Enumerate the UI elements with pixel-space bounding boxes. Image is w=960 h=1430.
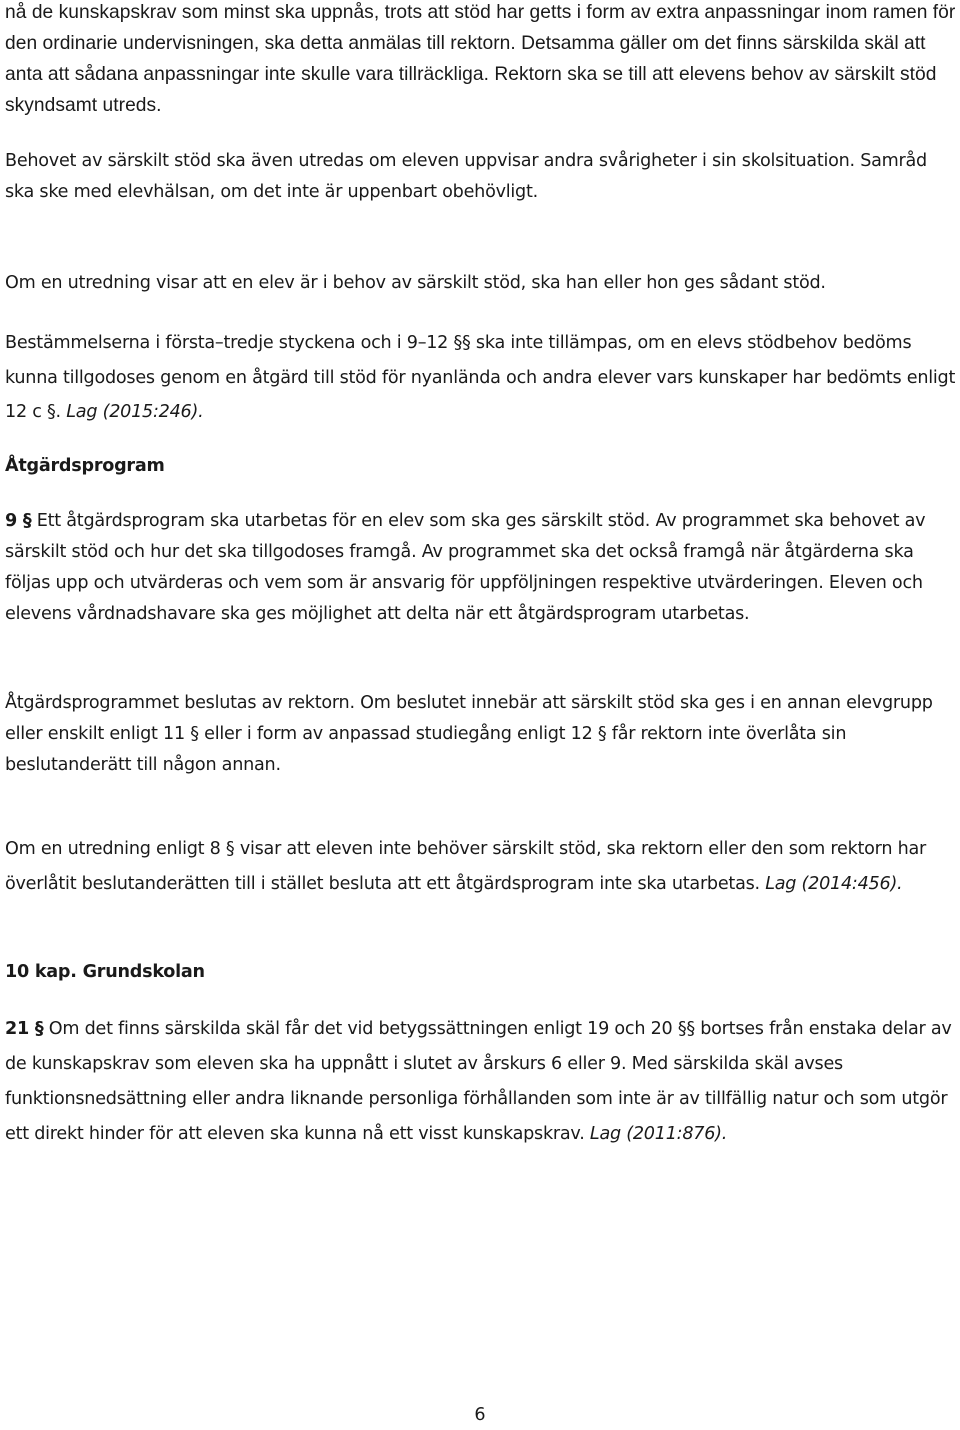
paragraph-section-9 <box>5 506 957 630</box>
paragraph-section-9-text: Ett åtgärdsprogram ska utarbetas för en elev som ska ges särskilt stöd. Av programmet ska behovet av särskilt stöd och hur det ska tillgodoses framgå. Av programmet ska det också framgå när åtgärderna ska följas upp och utvärderas och vem som är ansvarig för uppföljningen respektive utvärderingen. Eleven och elevens vårdnadshavare ska ges möjlighet att delta när ett åtgärdsprogram utarbetas. <box>5 511 926 624</box>
section-heading-atgardsprogram: Åtgärdsprogram <box>5 456 165 476</box>
paragraph-section-21-text: Om det finns särskilda skäl får det vid betygssättningen enligt 19 och 20 §§ bortses från enstaka delar av de kunskapskrav som eleven ska ha uppnått i slutet av årskurs 6 eller 9. Med särskilda skäl avses funktionsnedsättning eller andra liknande personliga förhållanden som inte är av tillfällig natur och som utgör ett direkt hinder för att eleven ska kunna nå ett visst kunskapskrav. <box>5 1019 952 1144</box>
paragraph-utredning: Om en utredning visar att en elev är i behov av särskilt stöd, ska han eller hon ges sådant stöd. <box>5 273 826 293</box>
chapter-heading: 10 kap. Grundskolan <box>5 962 205 982</box>
paragraph-bestammelserna-text: Bestämmelserna i första–tredje styckena och i 9–12 §§ ska inte tillämpas, om en elevs stödbehov bedöms kunna tillgodoses genom en åtgärd till stöd för nyanlända och andra elever vars kunskaper har bedömts enligt 12 c §. <box>5 333 956 422</box>
page-number: 6 <box>474 1405 486 1425</box>
paragraph-bestammelserna <box>5 326 957 430</box>
law-reference: Lag (2015:246). <box>66 402 204 422</box>
law-reference: Lag (2014:456). <box>765 873 903 894</box>
paragraph-utredning-8 <box>5 832 957 901</box>
paragraph-utredning-8-text: Om en utredning enligt 8 § visar att eleven inte behöver särskilt stöd, ska rektorn eller den som rektorn har överlåtit beslutanderätten till i stället besluta att ett åtgärdsprogram inte ska utarbetas. <box>5 839 926 894</box>
paragraph-beslutas: Åtgärdsprogrammet beslutas av rektorn. Om beslutet innebär att särskilt stöd ska ges i en annan elevgrupp eller enskilt enligt 11 § eller i form av anpassad studiegång enligt 12 § får rektorn inte överlåta sin beslutanderätt till någon annan. <box>5 693 933 775</box>
paragraph-kunskapskrav: nå de kunskapskrav som minst ska uppnås, trots att stöd har getts i form av extra anpassningar inom ramen för den ordinarie undervisningen, ska detta anmälas till rektorn. Detsamma gäller om det finns särskilda skäl att anta att sådana anpassningar inte skulle vara tillräckliga. Rektorn ska se till att elevens behov av särskilt stöd skyndsamt utreds. <box>5 2 956 116</box>
paragraph-behovet: Behovet av särskilt stöd ska även utredas om eleven uppvisar andra svårigheter i sin skolsituation. Samråd ska ske med elevhälsan, om det inte är uppenbart obehövligt. <box>5 151 927 202</box>
law-reference: Lag (2011:876). <box>589 1124 728 1144</box>
section-number: 9 § <box>5 511 32 531</box>
paragraph-section-21 <box>5 1012 957 1152</box>
section-number: 21 § <box>5 1019 44 1039</box>
